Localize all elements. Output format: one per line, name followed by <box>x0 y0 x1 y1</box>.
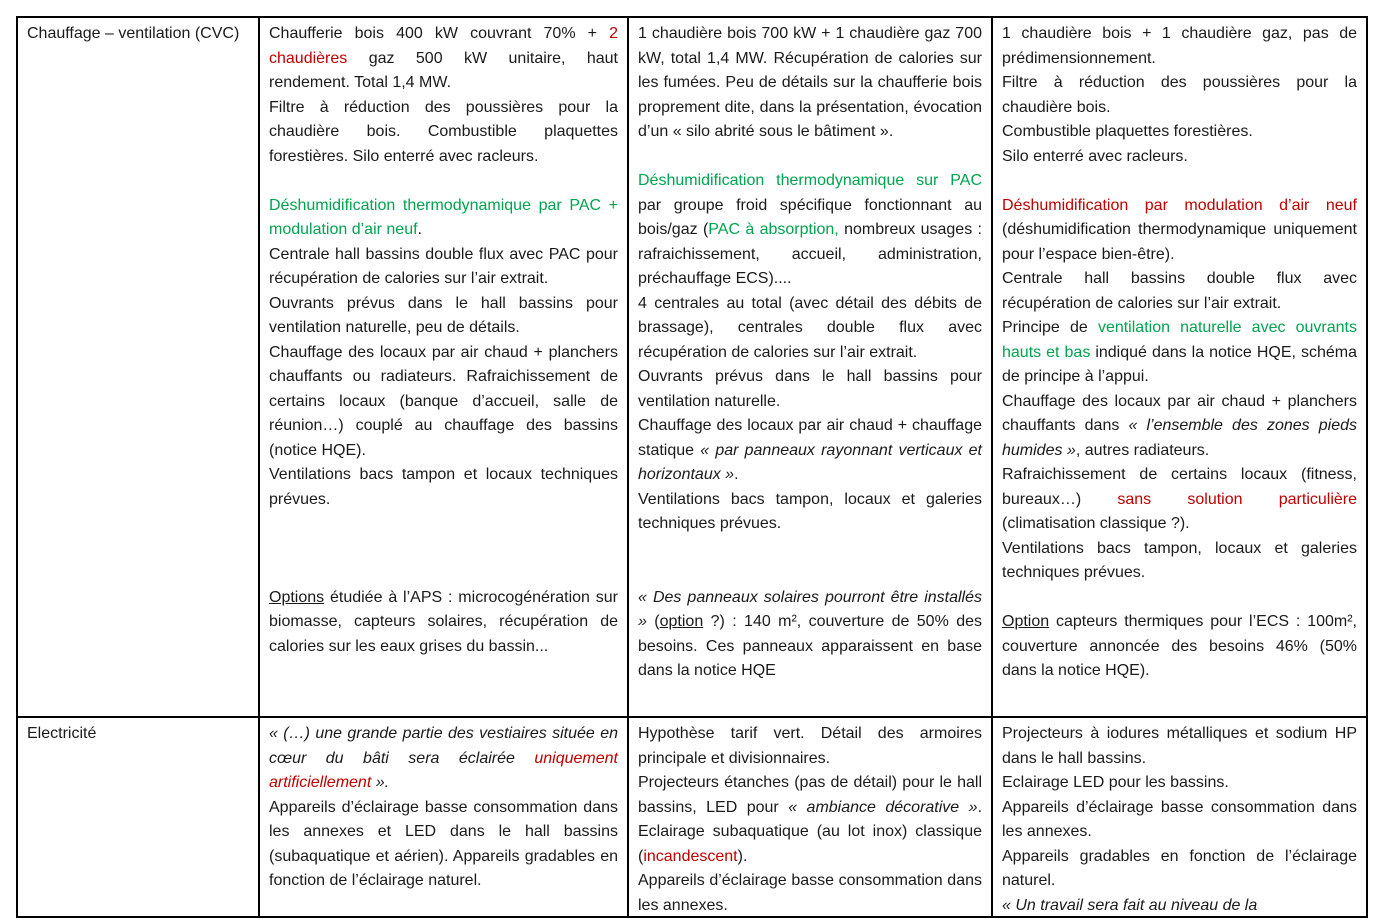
paragraph <box>1002 194 1357 268</box>
paragraph <box>269 243 618 292</box>
text-run: « Des panneaux solaires pourront être installés » <box>638 588 982 630</box>
text-run: Chauffage des locaux par air chaud + planchers chauffants ou radiateurs. Rafraichissement de certains locaux (banque d’accueil, salle de réunion…) couplé au chauffage des bassins (notice HQE). <box>269 343 618 459</box>
text-run: Déshumidification thermodynamique sur PAC <box>638 172 982 189</box>
text-run: PAC à absorption, <box>708 221 839 238</box>
text-run: (climatisation classique ?). <box>1002 515 1190 532</box>
paragraph <box>1002 71 1357 120</box>
text-run: Hypothèse tarif vert. Détail des armoires principale et divisionnaires. <box>638 725 982 767</box>
text-run: « Un travail sera fait au niveau de la <box>1002 896 1258 914</box>
text-run: Ventilations bacs tampon, locaux et galeries techniques prévues. <box>1002 539 1357 581</box>
text-run: Projecteurs à iodures métalliques et sodium HP dans le hall bassins. <box>1002 725 1357 767</box>
cvc-project1-cell <box>260 18 629 718</box>
paragraph <box>1002 463 1357 537</box>
text-run: nombreux usages : rafraichissement, accueil, administration, préchauffage ECS).... <box>638 221 983 287</box>
cvc-project3-cell <box>993 18 1366 718</box>
text-run: Principe de <box>1002 319 1098 336</box>
paragraph <box>269 463 618 512</box>
paragraph <box>1002 845 1357 894</box>
text-run: . Eclairage subaquatique (au lot inox) classique ( <box>638 798 983 865</box>
text-run: Déshumidification thermodynamique par PAC + modulation d’air neuf <box>269 196 618 238</box>
text-run: Projecteurs étanches (pas de détail) pour le hall bassins, LED pour <box>638 774 982 816</box>
text-run: sans solution particulière <box>1117 490 1358 508</box>
text-run: (déshumidification thermodynamique uniquement pour l’espace bien-être). <box>1002 221 1357 263</box>
text-run: ( <box>646 613 660 630</box>
paragraph <box>1002 120 1357 145</box>
text-run: Chaufferie bois 400 kW couvrant 70% + <box>269 25 610 42</box>
paragraph <box>638 292 982 366</box>
paragraph <box>638 365 982 414</box>
paragraph <box>269 292 618 341</box>
paragraph <box>638 22 982 145</box>
paragraph <box>1002 537 1357 586</box>
paragraph <box>269 796 618 894</box>
paragraph <box>1002 316 1357 390</box>
text-run: incandescent <box>643 847 738 865</box>
row-header-label: Chauffage – ventilation (CVC) <box>27 25 240 42</box>
text-run: Ventilations bacs tampon et locaux techniques prévues. <box>269 466 618 508</box>
text-run: Filtre à réduction des poussières pour la chaudière bois. Combustible plaquettes forestières. Silo enterré avec racleurs. <box>269 98 618 165</box>
text-run: 4 centrales au total (avec détail des débits de brassage), centrales double flux avec récupération de calories sur l’air extrait. <box>638 294 982 361</box>
text-run: gaz 500 kW unitaire, haut rendement. Total 1,4 MW. <box>269 49 618 91</box>
text-run: uniquement artificiellement <box>269 749 618 791</box>
electricite-project3-cell <box>993 718 1366 916</box>
paragraph <box>638 414 982 488</box>
text-run: Appareils d’éclairage basse consommation dans les annexes. <box>1002 798 1357 840</box>
text-run: Ouvrants prévus dans le hall bassins pour ventilation naturelle. <box>638 368 982 410</box>
paragraph <box>269 586 618 660</box>
paragraph <box>1002 771 1357 796</box>
text-run: « ambiance décorative » <box>788 798 978 816</box>
text-run: 1 chaudière bois 700 kW + 1 chaudière gaz 700 kW, total 1,4 MW. Récupération de calories sur les fumées. Peu de détails sur la chaufferie bois proprement dite, dans la présentation, évocation d’un « silo abrité sous le bâtiment ». <box>638 25 982 140</box>
text-run: Option <box>1002 613 1050 630</box>
paragraph <box>269 194 618 243</box>
text-run: 1 chaudière bois + 1 chaudière gaz, pas de prédimensionnement. <box>1002 25 1357 67</box>
text-run: étudiée à l’APS : microcogénération sur biomasse, capteurs solaires, récupération de calories sur les eaux grises du bassin... <box>269 588 618 655</box>
text-run: , autres radiateurs. <box>1075 441 1210 459</box>
paragraph <box>1002 610 1357 684</box>
text-run: ventilation naturelle avec ouvrants hauts et bas <box>1002 319 1358 361</box>
paragraph <box>269 96 618 170</box>
paragraph <box>638 586 982 684</box>
paragraph <box>638 771 982 869</box>
text-run: Combustible plaquettes forestières. <box>1002 123 1253 140</box>
paragraph <box>269 22 618 96</box>
paragraph <box>269 722 618 796</box>
text-run: Chauffage des locaux par air chaud + planchers chauffants dans <box>1002 392 1357 434</box>
text-run: Centrale hall bassins double flux avec récupération de calories sur l’air extrait. <box>1002 270 1357 312</box>
text-run: capteurs thermiques pour l’ECS : 100m², couverture annoncée des besoins 46% (50% dans la notice HQE). <box>1002 613 1357 679</box>
electricite-project2-cell <box>629 718 993 916</box>
paragraph <box>1002 894 1357 917</box>
text-run: « (…) une grande partie des vestiaires située en cœur du bâti sera éclairée <box>269 725 618 767</box>
paragraph <box>1002 267 1357 316</box>
paragraph <box>638 169 982 292</box>
text-run: Ventilations bacs tampon, locaux et galeries techniques prévues. <box>638 490 982 532</box>
text-run: . <box>417 221 422 238</box>
paragraph <box>1002 796 1357 845</box>
text-run: indiqué dans la notice HQE, schéma de principe à l’appui. <box>1002 343 1357 385</box>
row-header-electricite <box>18 718 260 916</box>
text-run: Ouvrants prévus dans le hall bassins pour ventilation naturelle, peu de détails. <box>269 294 618 336</box>
paragraph <box>1002 390 1357 464</box>
paragraph <box>638 869 982 916</box>
text-run: Filtre à réduction des poussières pour la chaudière bois. <box>1002 74 1357 116</box>
text-run: Centrale hall bassins double flux avec PAC pour récupération de calories sur l’air extrait. <box>269 245 618 287</box>
text-run: ?) : 140 m², couverture de 50% des besoins. Ces panneaux apparaissent en base dans la notice HQE <box>638 613 982 679</box>
text-run: 2 chaudières <box>269 25 618 67</box>
row-header-cvc <box>18 18 260 718</box>
paragraph <box>1002 145 1357 170</box>
text-run: option <box>659 613 704 630</box>
row-header-label: Electricité <box>27 725 97 742</box>
electricite-project1-cell <box>260 718 629 916</box>
text-run: Déshumidification par modulation d’air neuf <box>1002 196 1357 214</box>
text-run: « l’ensemble des zones pieds humides » <box>1002 417 1358 459</box>
comparison-table <box>16 16 1368 918</box>
paragraph <box>638 488 982 537</box>
text-run: « par panneaux rayonnant verticaux et horizontaux » <box>638 441 983 483</box>
text-run: ). <box>737 847 748 865</box>
text-run: ». <box>371 774 390 791</box>
text-run: . <box>734 466 739 483</box>
text-run: Chauffage des locaux par air chaud + chauffage statique <box>638 417 982 459</box>
paragraph <box>269 341 618 464</box>
text-run: Eclairage LED pour les bassins. <box>1002 774 1229 791</box>
text-run: Silo enterré avec racleurs. <box>1002 147 1188 165</box>
cvc-project2-cell <box>629 18 993 718</box>
text-run: Appareils gradables en fonction de l’éclairage naturel. <box>1002 847 1357 889</box>
text-run: par groupe froid spécifique fonctionnant au bois/gaz ( <box>638 196 982 238</box>
text-run: Rafraichissement de certains locaux (fitness, bureaux…) <box>1002 466 1357 508</box>
text-run: Appareils d’éclairage basse consommation dans les annexes. <box>638 872 982 914</box>
paragraph <box>1002 722 1357 771</box>
text-run: Appareils d’éclairage basse consommation dans les annexes et LED dans le hall bassins (subaquatique et aérien). Appareils gradables en fonction de l’éclairage naturel. <box>269 798 618 889</box>
paragraph <box>1002 22 1357 71</box>
paragraph <box>638 722 982 771</box>
text-run: Options <box>269 588 325 606</box>
